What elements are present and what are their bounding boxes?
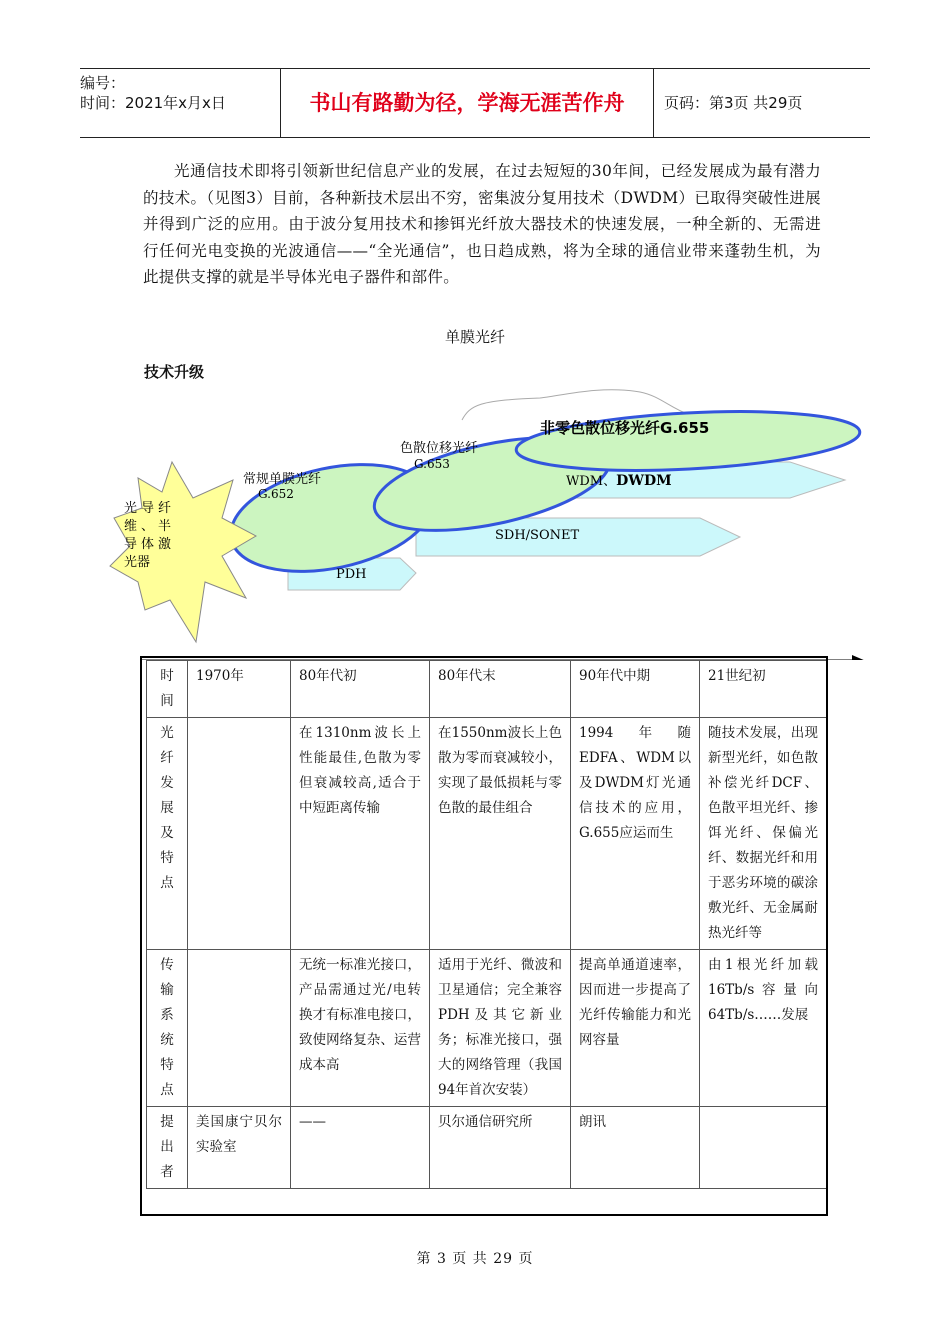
fiber3-label: 非零色散位移光纤G.655 [540,419,710,437]
table-cell: 适用于光纤、微波和卫星通信；完全兼容PDH及其它新业务；标准光接口，强大的网络管理（我国94年首次安装） [430,950,571,1107]
table-row-fiber [147,718,827,950]
table-cell [700,1107,827,1189]
table-cell: 在1550nm波长上色散为零而衰减较小，实现了最低损耗与零色散的最佳组合 [430,718,571,950]
table-cell: 80年代末 [430,661,571,718]
table-cell: 无统一标准光接口，产品需通过光/电转换才有标准电接口，致使网络复杂、运营成本高 [291,950,430,1107]
row-label-proposer: 提 出 者 [147,1107,188,1189]
table-cell: 贝尔通信研究所 [430,1107,571,1189]
arrow-pdh-label: PDH [336,567,367,582]
table-cell: 21世纪初 [700,661,827,718]
table-cell: 80年代初 [291,661,430,718]
intro-text: 光通信技术即将引领新世纪信息产业的发展，在过去短短的30年间，已经发展成为最有潜力的技术。（见图3）目前，各种新技术层出不穷，密集波分复用技术（DWDM）已取得突破性进展并得到广泛的应用。由于波分复用技术和掺铒光纤放大器技术的快速发展，一种全新的、无需进行任何光电变换的光波通信——“全光通信”，也日趋成熟，将为全球的通信业带来蓬勃生机，为此提供支撑的就是半导体光电子器件和部件。 [143,162,821,286]
star-label-line4: 光器 [124,555,151,570]
table-cell: 在1310nm波长上性能最佳,色散为零但衰减较高,适合于中短距离传输 [291,718,430,950]
figure-subheading: 技术升级 [144,363,205,381]
table-cell: 提高单通道速率，因而进一步提高了光纤传输能力和光网容量 [571,950,700,1107]
star-burst [110,462,256,642]
fiber-history-table [146,660,827,1189]
star-label-line2: 维、半 [124,519,176,534]
arrow-wdm-bold: DWDM [616,473,672,489]
table-row-time [147,661,827,718]
arrow-wdm-label [566,473,672,489]
table-cell: 随技术发展，出现新型光纤，如色散补偿光纤DCF、色散平坦光纤、掺饵光纤、保偏光纤、数据光纤和用于恶劣环境的碳涂敷光纤、无金属耐热光纤等 [700,718,827,950]
intro-paragraph [143,158,821,291]
arrow-wdm-prefix: WDM、 [566,474,617,489]
fiber1-code: G.652 [258,487,294,501]
number-label: 编号： [80,74,126,92]
timeline-arrowhead [852,655,866,660]
page-header [80,68,870,138]
header-page-info: 页码：第3页 共29页 [664,94,803,112]
table-row-transmission [147,950,827,1107]
figure-top-label: 单膜光纤 [444,328,505,346]
ellipse-g655 [515,404,861,478]
table-cell [188,950,291,1107]
header-motto: 书山有路勤为径，学海无涯苦作舟 [280,69,654,137]
fiber-evolution-diagram [0,380,950,660]
time-label: 时间：2021年x月x日 [80,94,226,112]
page-footer: 第 3 页 共 29 页 [416,1251,534,1267]
table-cell: 美国康宁贝尔实验室 [188,1107,291,1189]
fiber2-code: G.653 [414,457,450,471]
header-meta [80,69,280,137]
row-label-time: 时 间 [147,661,188,718]
table-cell: —— [291,1107,430,1189]
star-label-line1: 光导纤 [124,501,176,516]
table-cell [188,718,291,950]
table-cell: 朗讯 [571,1107,700,1189]
table-cell: 由1根光纤加载16Tb/s容量向64Tb/s……发展 [700,950,827,1107]
row-label-transmission: 传 输 系 统 特 点 [147,950,188,1107]
table-cell: 90年代中期 [571,661,700,718]
table-row-proposer [147,1107,827,1189]
fiber2-name: 色散位移光纤 [400,441,479,456]
row-label-fiber: 光 纤 发 展 及 特 点 [147,718,188,950]
arrow-sdh-label: SDH/SONET [495,528,580,543]
fiber1-name: 常规单膜光纤 [243,472,322,487]
table-cell: 1994年随EDFA、WDM以及DWDM灯光通信技术的应用，G.655应运而生 [571,718,700,950]
table-cell: 1970年 [188,661,291,718]
star-label-line3: 导体激 [124,537,176,552]
